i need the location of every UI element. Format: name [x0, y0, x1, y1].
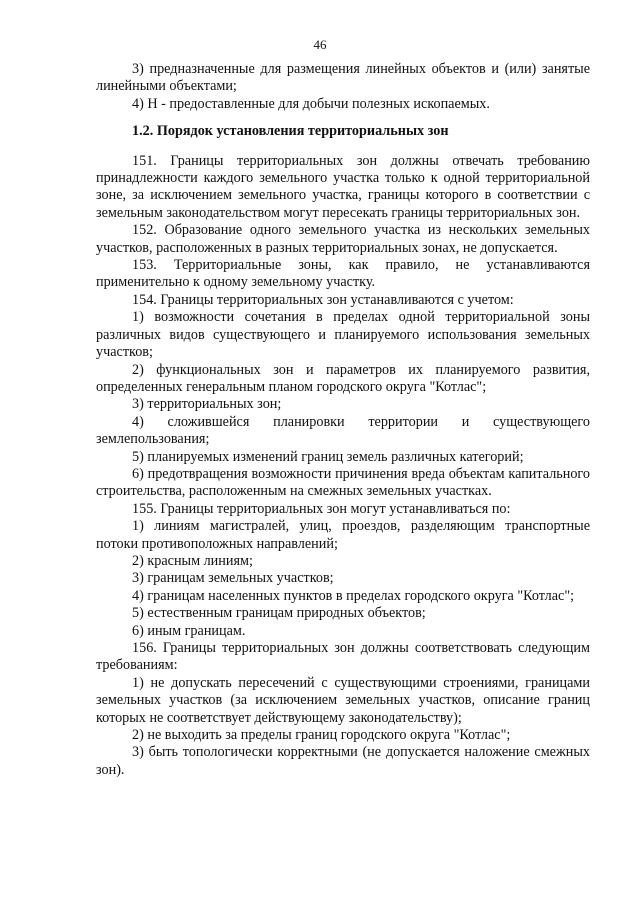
- paragraph-153: 153. Территориальные зоны, как правило, не устанавливаются применительно к одному земельному участку.: [96, 257, 590, 291]
- list-item: 6) предотвращения возможности причинения вреда объектам капитального строительства, расположенным на смежных земельных участках.: [96, 465, 590, 500]
- list-item: 1) линиям магистралей, улиц, проездов, разделяющим транспортные потоки противоположных направлений;: [96, 518, 590, 552]
- list-item: 3) границам земельных участков;: [132, 570, 334, 587]
- paragraph-156: 156. Границы территориальных зон должны соответствовать следующим требованиям:: [96, 640, 590, 674]
- paragraph-155: 155. Границы территориальных зон могут устанавливаться по:: [132, 500, 511, 517]
- list-item: 5) планируемых изменений границ земель различных категорий;: [132, 448, 524, 465]
- page-content: [96, 61, 590, 779]
- list-item: 3) предназначенные для размещения линейных объектов и (или) занятые линейными объектами;: [96, 61, 590, 95]
- list-item: 5) естественным границам природных объектов;: [132, 605, 426, 622]
- paragraph-152: 152. Образование одного земельного участка из нескольких земельных участков, расположенных в разных территориальных зонах, не допускается.: [96, 222, 590, 256]
- list-item: 1) не допускать пересечений с существующими строениями, границами земельных участков (за исключением земельных участков, описание границ которых не соответствует действующему законодательству);: [96, 674, 590, 726]
- section-heading: 1.2. Порядок установления территориальных зон: [132, 123, 449, 140]
- list-item: 3) быть топологически корректными (не допускается наложение смежных зон).: [96, 744, 590, 778]
- page-number: 46: [313, 37, 327, 52]
- list-item: 2) не выходить за пределы границ городского округа "Котлас";: [132, 727, 511, 744]
- list-item: 6) иным границам.: [132, 622, 246, 639]
- list-item: 1) возможности сочетания в пределах одной территориальной зоны различных видов существующего и планируемого использования земельных участков;: [96, 309, 590, 361]
- paragraph-154: 154. Границы территориальных зон устанавливаются с учетом:: [132, 291, 514, 308]
- list-item: 2) красным линиям;: [132, 552, 253, 569]
- list-item: 4) границам населенных пунктов в пределах городского округа "Котлас";: [132, 587, 575, 604]
- paragraph-151: 151. Границы территориальных зон должны отвечать требованию принадлежности каждого земельного участка только к одной территориальной зоне, за исключением земельного участка, границы которого в соответствии с земельным законодательством могут пересекать границы территориальных зон.: [96, 152, 590, 221]
- list-item: 2) функциональных зон и параметров их планируемого развития, определенных генеральным планом городского округа "Котлас";: [96, 361, 590, 395]
- list-item: 4) сложившейся планировки территории и существующего землепользования;: [96, 413, 590, 448]
- list-item: 4) Н - предоставленные для добычи полезных ископаемых.: [132, 95, 490, 112]
- list-item: 3) территориальных зон;: [132, 396, 282, 413]
